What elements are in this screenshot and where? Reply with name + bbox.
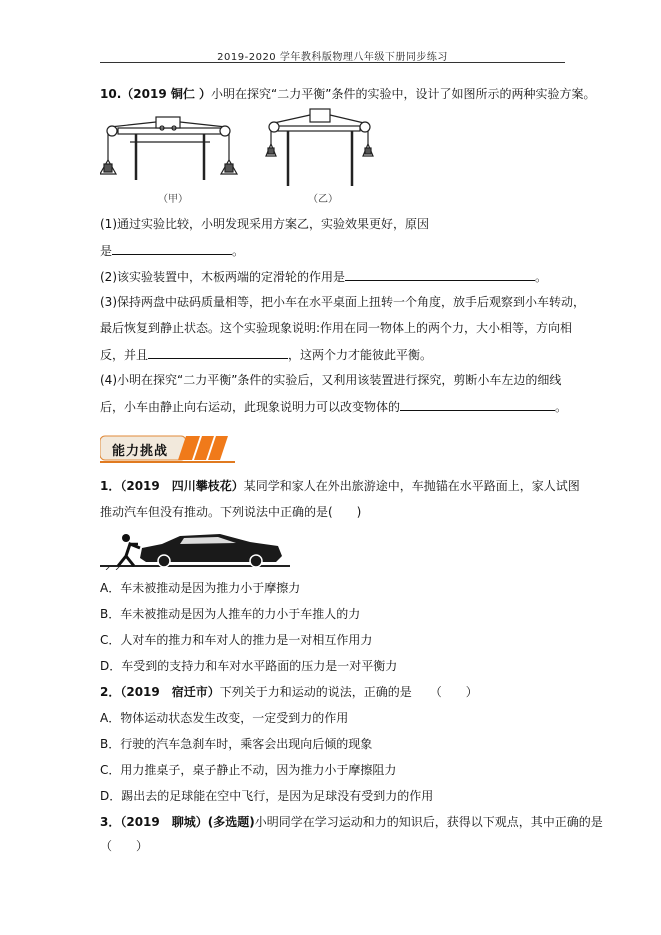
figure-label-a: （甲） [158, 194, 188, 205]
car-push-figure [100, 528, 290, 570]
q10-part1-suffix: 。 [232, 244, 245, 258]
person-head [122, 534, 130, 542]
q10-part4-line1: (4)小明在探究“二力平衡”条件的实验后，又利用该装置进行探究，剪断小车左边的细线 [100, 373, 562, 387]
q3-answer-paren: （ ） [100, 839, 149, 853]
answer-blank-1[interactable] [112, 242, 232, 255]
q3-source: （2019 聊城） [120, 815, 208, 829]
left-pulley [269, 122, 279, 132]
q10-part1-prefix: 是 [100, 244, 113, 258]
q10-part3-suffix: ，这两个力才能彼此平衡。 [288, 348, 433, 362]
section-title: 能力挑战 [112, 444, 169, 459]
q10-part2-prefix: (2)该实验装置中，木板两端的定滑轮的作用是 [100, 270, 345, 284]
cart [156, 117, 180, 128]
header-rule [100, 62, 565, 63]
q10-part3-line1: (3)保持两盘中砝码质量相等，把小车在水平桌面上扭转一个角度，放手后观察到小车转动， [100, 295, 586, 309]
answer-blank-3[interactable] [148, 346, 288, 359]
q10-part3-line2: 最后恢复到静止状态。这个实验现象说明:作用在同一物体上的两个力，大小相等，方向相 [100, 321, 573, 335]
q1-option-d: D．车受到的支持力和车对水平路面的压力是一对平衡力 [100, 659, 398, 673]
q1-source: （2019 四川攀枝花） [120, 479, 244, 493]
car-wheel-front [158, 555, 170, 567]
q10-part2-suffix: 。 [535, 270, 548, 284]
q1-option-c: C．人对车的推力和车对人的推力是一对相互作用力 [100, 633, 373, 647]
q10-number: 10. [100, 87, 122, 101]
q10-stem: 小明在探究“二力平衡”条件的实验中，设计了如图所示的两种实验方案。 [211, 87, 596, 101]
q1-stem-line2: 推动汽车但没有推动。下列说法中正确的是( ) [100, 505, 362, 519]
q1-number: 1． [100, 479, 121, 493]
board [278, 126, 360, 131]
q10-source: （2019 铜仁 ） [121, 87, 212, 101]
q3-stem-line [100, 814, 603, 830]
answer-blank-2[interactable] [345, 268, 535, 281]
q1-option-b: B．车未被推动是因为人推车的力小于车推人的力 [100, 607, 361, 621]
q2-source: （2019 宿迁市） [120, 685, 220, 699]
person-body [118, 544, 140, 566]
apparatus-figure-a [100, 112, 240, 210]
q2-option-c: C．用力推桌子，桌子静止不动，因为推力小于摩擦阻力 [100, 763, 397, 777]
left-string [274, 115, 310, 123]
q10-part3-prefix: 反，并且 [100, 348, 149, 362]
car-wheel-rear [250, 555, 262, 567]
figure-label-b: （乙） [308, 194, 338, 205]
q10-part4-line2 [100, 398, 567, 415]
left-weight [104, 164, 112, 172]
person-leg [126, 556, 134, 566]
q1-option-a: A．车未被推动是因为推力小于摩擦力 [100, 581, 301, 595]
q10-part3-line3 [100, 346, 432, 363]
q1-stem-line1 [100, 478, 580, 494]
right-pulley [360, 122, 370, 132]
q1-stem-a: 某同学和家人在外出旅游途中，车抛锚在水平路面上，家人试图 [243, 479, 580, 493]
q3-tag: (多选题) [207, 815, 255, 829]
right-string [180, 122, 226, 127]
board [118, 128, 222, 134]
left-weight [268, 148, 274, 154]
answer-blank-4[interactable] [400, 398, 555, 411]
q10-part1-line1: (1)通过实验比较，小明发现采用方案乙，实验效果更好，原因 [100, 217, 430, 231]
card [310, 109, 330, 122]
left-string [110, 122, 156, 127]
page-header: 2019-2020 学年教科版物理八年级下册同步练习 [217, 52, 448, 63]
q10-part2-line [100, 268, 547, 285]
q2-stem: 下列关于力和运动的说法，正确的是 （ ） [219, 685, 478, 699]
q10-part4-suffix: 。 [555, 400, 568, 414]
q2-option-d: D．踢出去的足球能在空中飞行，是因为足球没有受到力的作用 [100, 789, 434, 803]
apparatus-figure-b [264, 104, 376, 208]
q10-stem-line [100, 86, 595, 102]
q2-stem-line [100, 684, 478, 700]
q2-number: 2． [100, 685, 121, 699]
right-string [330, 115, 364, 123]
q2-option-a: A．物体运动状态发生改变，一定受到力的作用 [100, 711, 349, 725]
q10-part1-line2 [100, 242, 244, 259]
right-weight [365, 148, 371, 154]
right-weight [225, 164, 233, 172]
q10-part4-prefix: 后，小车由静止向右运动，此现象说明力可以改变物体的 [100, 400, 401, 414]
q2-option-b: B．行驶的汽车急刹车时，乘客会出现向后倾的现象 [100, 737, 373, 751]
q3-stem: 小明同学在学习运动和力的知识后，获得以下观点，其中正确的是 [254, 815, 603, 829]
q3-number: 3． [100, 815, 121, 829]
